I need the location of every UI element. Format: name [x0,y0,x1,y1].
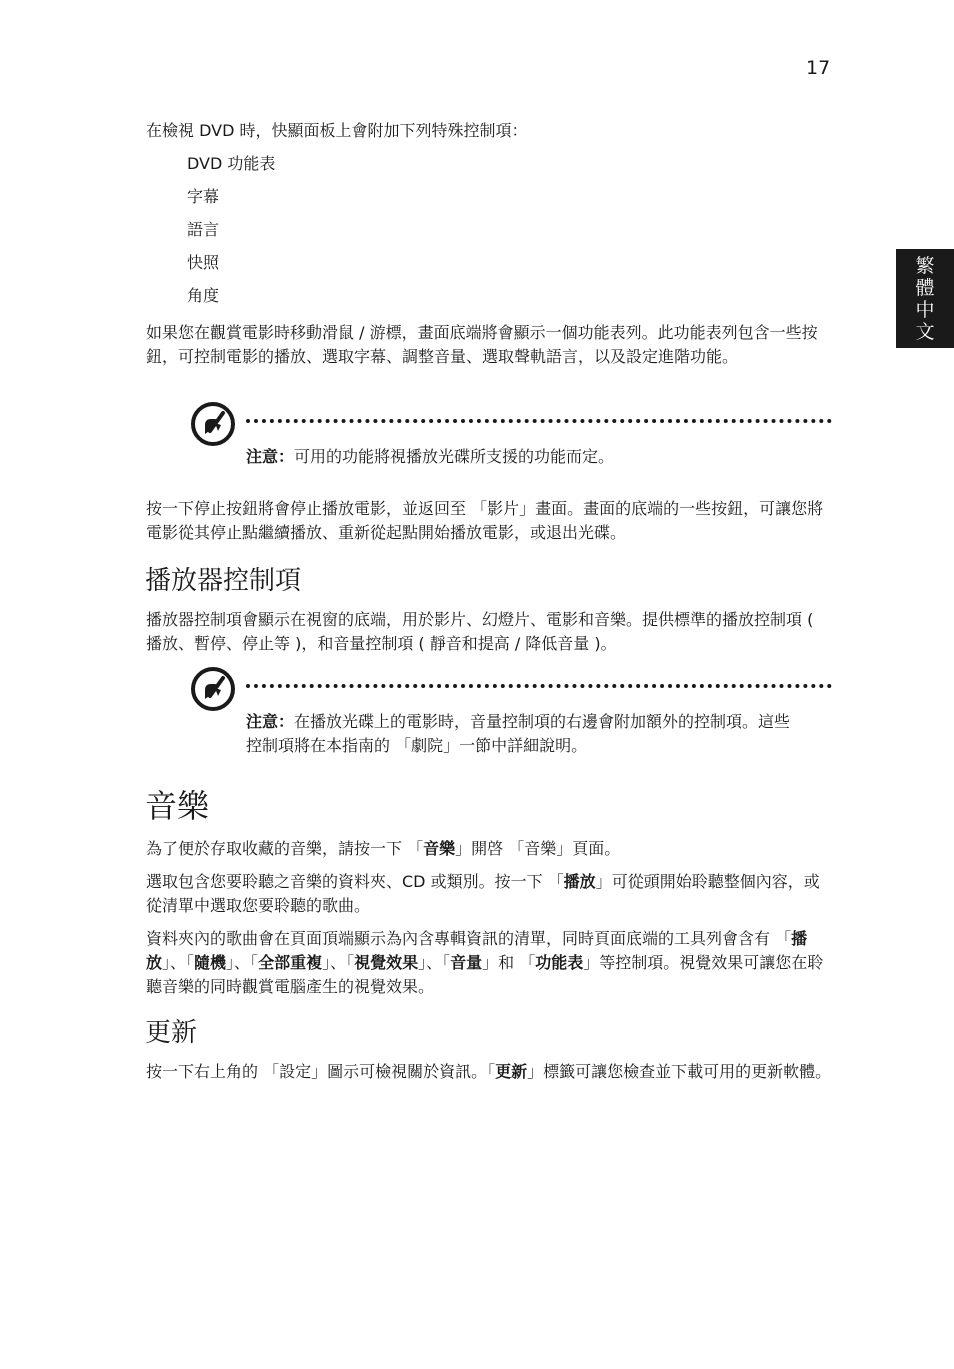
dvd-item-subtitles: 字幕 [187,187,220,206]
note-divider [246,684,832,688]
player-controls-paragraph: 播放器控制項會顯示在視窗的底端，用於影片、幻燈片、電影和音樂。提供標準的播放控制項 ( 播放、暫停、停止等 )，和音量控制項 ( 靜音和提高 / 降低音量 )。 [146,610,814,653]
intro-paragraph: 在檢視 DVD 時，快顯面板上會附加下列特殊控制項： [146,121,528,140]
page-number: 17 [806,57,831,79]
stop-paragraph: 按一下停止按鈕將會停止播放電影，並返回至 「影片」畫面。畫面的底端的一些按鈕，可讓您將電影從其停止點繼續播放、重新從起點開始播放電影，或退出光碟。 [146,499,824,542]
note-label: 注意： [246,712,295,731]
dvd-item-snapshot: 快照 [187,253,220,272]
section-heading-music: 音樂 [145,787,210,825]
note-body: 在播放光碟上的電影時，音量控制項的右邊會附加額外的控制項。這些控制項將在本指南的 「劇院」一節中詳細說明。 [246,712,791,755]
note-body: 可用的功能將視播放光碟所支援的功能而定。 [294,447,615,466]
note-divider [246,419,832,423]
section-heading-update: 更新 [145,1018,198,1048]
side-tab-char: 繁 [915,254,935,277]
side-tab-char: 體 [915,276,935,299]
mouse-paragraph: 如果您在觀賞電影時移動滑鼠 / 游標，畫面底端將會顯示一個功能表列。此功能表列包含一些按鈕，可控制電影的播放、選取字幕、調整音量、選取聲軌語言，以及設定進階功能。 [146,323,818,366]
dvd-item-menu: DVD 功能表 [187,154,276,173]
music-paragraph-3: 資料夾內的歌曲會在頁面頂端顯示為內含專輯資訊的清單，同時頁面底端的工具列會含有 「播放」、「隨機」、「全部重複」、「視覺效果」、「音量」和 「功能表」等控制項。視覺效果可讓您在聆聽音樂的同時觀賞電腦產生的視覺效果。 [146,929,824,996]
section-heading-player-controls: 播放器控制項 [145,566,302,596]
note-text [246,445,806,469]
music-paragraph-2: 選取包含您要聆聽之音樂的資料夾、CD 或類別。按一下 「播放」可從頭開始聆聽整個內容，或從清單中選取您要聆聽的歌曲。 [146,872,820,915]
update-paragraph: 按一下右上角的 「設定」圖示可檢視關於資訊。「更新」標籤可讓您檢查並下載可用的更新軟體。 [146,1062,832,1081]
note-icon [190,401,236,447]
dvd-item-language: 語言 [187,220,220,239]
note-text [246,710,806,758]
note-label: 注意： [246,447,295,466]
side-tab-char: 中 [915,298,935,321]
side-tab-char: 文 [915,320,935,343]
note-icon [190,666,236,712]
language-side-tab [896,249,954,348]
music-paragraph-1: 為了便於存取收藏的音樂，請按一下 「音樂」開啓 「音樂」頁面。 [146,839,621,858]
dvd-item-angle: 角度 [187,286,220,305]
